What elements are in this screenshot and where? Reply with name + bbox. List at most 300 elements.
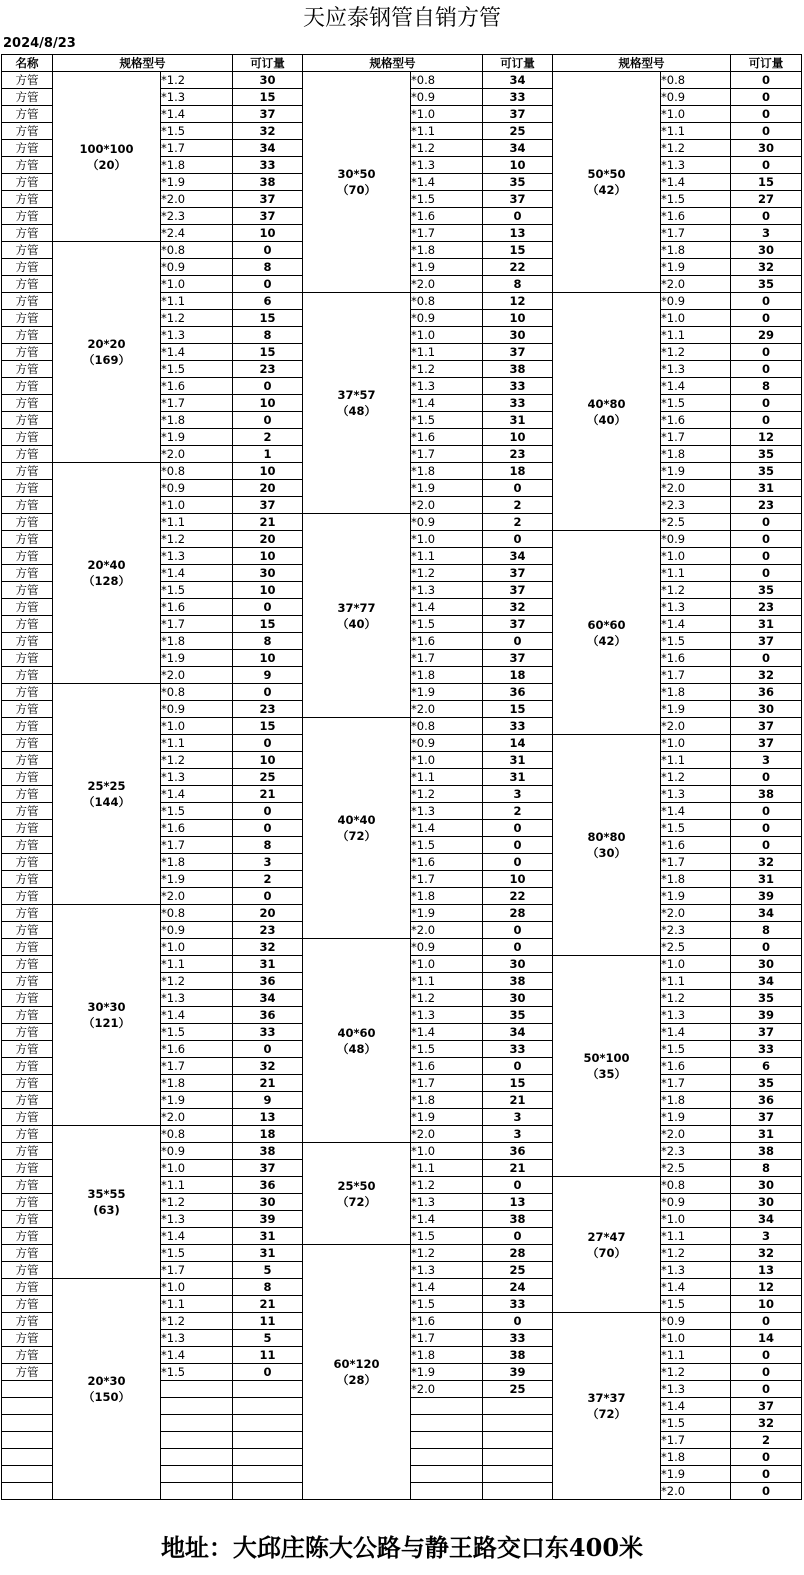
product-name-cell: 方管	[2, 1364, 53, 1381]
thickness-cell: *1.6	[161, 1041, 233, 1058]
table-row	[2, 72, 802, 89]
thickness-cell: *1.0	[161, 1160, 233, 1177]
quantity-cell	[483, 1483, 553, 1500]
thickness-cell: *1.2	[661, 344, 731, 361]
thickness-cell: *2.0	[161, 667, 233, 684]
thickness-cell: *0.9	[661, 293, 731, 310]
thickness-cell: *1.2	[661, 990, 731, 1007]
product-name-cell: 方管	[2, 786, 53, 803]
thickness-cell: *1.0	[161, 939, 233, 956]
quantity-cell: 33	[483, 718, 553, 735]
quantity-cell: 31	[731, 1126, 802, 1143]
product-name-cell: 方管	[2, 990, 53, 1007]
quantity-cell: 30	[731, 956, 802, 973]
quantity-cell: 37	[731, 735, 802, 752]
product-name-cell: 方管	[2, 123, 53, 140]
spec-count: （42）	[586, 633, 626, 648]
quantity-cell: 34	[483, 140, 553, 157]
thickness-cell: *2.3	[661, 497, 731, 514]
thickness-cell: *1.2	[161, 531, 233, 548]
quantity-cell: 33	[483, 89, 553, 106]
quantity-cell: 34	[483, 72, 553, 89]
quantity-cell: 35	[483, 174, 553, 191]
quantity-cell: 2	[233, 871, 303, 888]
thickness-cell: *1.4	[161, 565, 233, 582]
quantity-cell: 0	[731, 565, 802, 582]
product-name-cell: 方管	[2, 1211, 53, 1228]
thickness-cell: *1.2	[411, 140, 483, 157]
thickness-cell: *1.4	[411, 1211, 483, 1228]
thickness-cell: *1.4	[411, 599, 483, 616]
thickness-cell: *1.0	[411, 956, 483, 973]
spec-size: 40*40	[337, 813, 376, 827]
spec-count: （121）	[82, 1016, 130, 1030]
spec-size: 20*30	[87, 1374, 126, 1388]
thickness-cell: *1.9	[161, 871, 233, 888]
quantity-cell: 21	[233, 514, 303, 531]
spec-size: 40*80	[587, 396, 626, 411]
quantity-cell: 0	[483, 208, 553, 225]
quantity-cell: 39	[731, 1007, 802, 1024]
quantity-cell: 0	[731, 1483, 802, 1500]
inventory-table-body	[2, 55, 802, 1500]
thickness-cell: *1.0	[161, 718, 233, 735]
quantity-cell: 21	[233, 786, 303, 803]
quantity-cell: 0	[731, 1364, 802, 1381]
thickness-cell: *1.3	[411, 582, 483, 599]
product-name-cell: 方管	[2, 310, 53, 327]
thickness-cell: *0.9	[411, 310, 483, 327]
quantity-cell: 36	[731, 684, 802, 701]
spec-size: 20*40	[87, 558, 126, 572]
spec-size: 25*25	[87, 779, 126, 793]
header-qty: 可订量	[731, 55, 802, 72]
thickness-cell: *2.0	[411, 497, 483, 514]
spec-size: 80*80	[587, 830, 626, 844]
product-name-cell: 方管	[2, 497, 53, 514]
thickness-cell: *1.5	[411, 412, 483, 429]
thickness-cell: *0.9	[661, 1194, 731, 1211]
spec-count: （169）	[82, 353, 130, 367]
quantity-cell: 25	[483, 1381, 553, 1398]
quantity-cell: 23	[233, 701, 303, 718]
quantity-cell: 3	[483, 1126, 553, 1143]
spec-group-cell	[553, 735, 661, 956]
quantity-cell: 0	[483, 1058, 553, 1075]
quantity-cell: 13	[483, 225, 553, 242]
spec-count: （20）	[86, 157, 126, 172]
quantity-cell: 13	[233, 1109, 303, 1126]
thickness-cell: *1.4	[661, 616, 731, 633]
thickness-cell: *1.7	[411, 1075, 483, 1092]
quantity-cell: 37	[483, 616, 553, 633]
quantity-cell: 34	[731, 973, 802, 990]
product-name-cell: 方管	[2, 769, 53, 786]
thickness-cell: *1.2	[411, 1177, 483, 1194]
thickness-cell: *2.0	[161, 191, 233, 208]
product-name-cell: 方管	[2, 140, 53, 157]
thickness-cell: *1.7	[661, 1432, 731, 1449]
thickness-cell: *2.0	[161, 446, 233, 463]
quantity-cell: 31	[731, 616, 802, 633]
thickness-cell: *1.7	[161, 140, 233, 157]
quantity-cell: 15	[731, 174, 802, 191]
thickness-cell: *1.6	[661, 650, 731, 667]
thickness-cell: *1.4	[661, 174, 731, 191]
quantity-cell	[483, 1449, 553, 1466]
product-name-cell: 方管	[2, 1007, 53, 1024]
thickness-cell: *1.1	[411, 123, 483, 140]
thickness-cell: *1.5	[161, 1024, 233, 1041]
thickness-cell: *1.5	[661, 1415, 731, 1432]
product-name-cell: 方管	[2, 242, 53, 259]
product-name-cell: 方管	[2, 582, 53, 599]
product-name-cell: 方管	[2, 1313, 53, 1330]
thickness-cell: *1.9	[411, 259, 483, 276]
spec-count: （40）	[586, 412, 626, 427]
quantity-cell: 37	[233, 191, 303, 208]
quantity-cell: 23	[731, 599, 802, 616]
inventory-table	[1, 54, 802, 1500]
thickness-cell: *1.5	[411, 616, 483, 633]
thickness-cell: *1.0	[161, 276, 233, 293]
thickness-cell: *1.6	[161, 378, 233, 395]
thickness-cell: *2.0	[411, 1126, 483, 1143]
quantity-cell: 37	[483, 106, 553, 123]
quantity-cell: 0	[731, 123, 802, 140]
spec-group-cell	[553, 293, 661, 531]
quantity-cell: 34	[483, 548, 553, 565]
quantity-cell: 15	[483, 701, 553, 718]
thickness-cell: *1.9	[411, 1109, 483, 1126]
quantity-cell: 0	[731, 548, 802, 565]
spec-group-cell	[303, 514, 411, 718]
quantity-cell: 38	[731, 1143, 802, 1160]
quantity-cell: 38	[483, 973, 553, 990]
thickness-cell: *1.1	[161, 1296, 233, 1313]
quantity-cell: 37	[731, 1109, 802, 1126]
thickness-cell: *2.0	[661, 276, 731, 293]
thickness-cell	[161, 1449, 233, 1466]
thickness-cell: *2.3	[661, 922, 731, 939]
quantity-cell: 30	[483, 990, 553, 1007]
thickness-cell	[161, 1381, 233, 1398]
spec-group-cell	[553, 1177, 661, 1313]
quantity-cell: 37	[233, 106, 303, 123]
quantity-cell: 12	[731, 1279, 802, 1296]
quantity-cell: 30	[233, 1194, 303, 1211]
quantity-cell: 9	[233, 667, 303, 684]
spec-size: 40*60	[337, 1025, 376, 1040]
thickness-cell: *1.6	[411, 854, 483, 871]
thickness-cell: *1.9	[661, 888, 731, 905]
quantity-cell: 0	[233, 378, 303, 395]
thickness-cell: *1.8	[661, 1092, 731, 1109]
thickness-cell: *1.5	[411, 191, 483, 208]
product-name-cell: 方管	[2, 650, 53, 667]
thickness-cell: *1.1	[661, 752, 731, 769]
quantity-cell: 37	[233, 208, 303, 225]
thickness-cell: *1.6	[411, 1058, 483, 1075]
quantity-cell: 21	[483, 1160, 553, 1177]
quantity-cell: 0	[731, 395, 802, 412]
quantity-cell: 20	[233, 905, 303, 922]
quantity-cell: 18	[483, 667, 553, 684]
quantity-cell: 2	[483, 497, 553, 514]
product-name-cell	[2, 1432, 53, 1449]
date-label: 2024/8/23	[3, 36, 76, 51]
thickness-cell: *0.9	[411, 514, 483, 531]
thickness-cell: *1.2	[161, 1194, 233, 1211]
thickness-cell: *1.2	[411, 1245, 483, 1262]
thickness-cell: *1.8	[661, 1449, 731, 1466]
thickness-cell: *0.8	[661, 72, 731, 89]
thickness-cell: *1.5	[161, 361, 233, 378]
thickness-cell: *1.8	[161, 412, 233, 429]
thickness-cell: *1.8	[661, 871, 731, 888]
product-name-cell: 方管	[2, 888, 53, 905]
header-row	[2, 55, 802, 72]
quantity-cell: 30	[731, 1177, 802, 1194]
thickness-cell: *1.7	[411, 650, 483, 667]
quantity-cell: 38	[233, 1143, 303, 1160]
quantity-cell: 0	[233, 412, 303, 429]
quantity-cell: 25	[483, 123, 553, 140]
thickness-cell: *1.2	[661, 140, 731, 157]
thickness-cell: *1.2	[411, 565, 483, 582]
thickness-cell: *1.4	[161, 1007, 233, 1024]
thickness-cell: *1.4	[161, 106, 233, 123]
quantity-cell: 39	[233, 1211, 303, 1228]
quantity-cell: 35	[731, 276, 802, 293]
thickness-cell: *1.5	[661, 191, 731, 208]
thickness-cell: *1.8	[411, 667, 483, 684]
spec-group-cell	[53, 684, 161, 905]
spec-count: （72）	[336, 829, 376, 843]
quantity-cell: 0	[731, 208, 802, 225]
quantity-cell: 0	[731, 72, 802, 89]
thickness-cell	[161, 1432, 233, 1449]
thickness-cell: *2.0	[411, 276, 483, 293]
product-name-cell: 方管	[2, 939, 53, 956]
thickness-cell: *1.9	[661, 1109, 731, 1126]
product-name-cell: 方管	[2, 1296, 53, 1313]
product-name-cell	[2, 1398, 53, 1415]
thickness-cell: *1.4	[661, 1024, 731, 1041]
thickness-cell: *1.3	[661, 1007, 731, 1024]
quantity-cell: 24	[483, 1279, 553, 1296]
quantity-cell: 0	[731, 939, 802, 956]
quantity-cell: 31	[731, 480, 802, 497]
product-name-cell	[2, 1483, 53, 1500]
thickness-cell: *1.3	[411, 1194, 483, 1211]
quantity-cell: 8	[483, 276, 553, 293]
thickness-cell: *1.8	[411, 1347, 483, 1364]
thickness-cell: *2.0	[411, 701, 483, 718]
quantity-cell: 2	[233, 429, 303, 446]
thickness-cell: *1.8	[161, 854, 233, 871]
thickness-cell: *1.4	[161, 786, 233, 803]
quantity-cell: 33	[233, 1024, 303, 1041]
thickness-cell: *1.1	[161, 956, 233, 973]
quantity-cell: 3	[483, 786, 553, 803]
quantity-cell: 0	[731, 344, 802, 361]
thickness-cell: *0.8	[161, 242, 233, 259]
spec-size: 25*50	[337, 1178, 376, 1193]
quantity-cell: 12	[731, 429, 802, 446]
thickness-cell	[411, 1483, 483, 1500]
quantity-cell: 8	[731, 1160, 802, 1177]
product-name-cell: 方管	[2, 633, 53, 650]
thickness-cell: *1.3	[661, 599, 731, 616]
thickness-cell: *1.2	[161, 1313, 233, 1330]
quantity-cell: 23	[233, 922, 303, 939]
thickness-cell: *1.1	[411, 1160, 483, 1177]
thickness-cell: *1.8	[661, 684, 731, 701]
quantity-cell: 10	[483, 429, 553, 446]
quantity-cell: 33	[731, 1041, 802, 1058]
quantity-cell: 3	[233, 854, 303, 871]
thickness-cell: *1.6	[161, 820, 233, 837]
thickness-cell: *2.0	[161, 888, 233, 905]
thickness-cell: *1.0	[411, 1143, 483, 1160]
quantity-cell: 14	[483, 735, 553, 752]
quantity-cell: 8	[233, 259, 303, 276]
quantity-cell: 0	[731, 1381, 802, 1398]
quantity-cell: 10	[731, 1296, 802, 1313]
quantity-cell: 13	[483, 1194, 553, 1211]
thickness-cell: *2.3	[161, 208, 233, 225]
spec-group-cell	[53, 905, 161, 1126]
quantity-cell: 36	[233, 1007, 303, 1024]
thickness-cell: *1.3	[661, 361, 731, 378]
header-name: 名称	[2, 55, 53, 72]
thickness-cell: *1.2	[661, 1364, 731, 1381]
thickness-cell: *0.9	[161, 701, 233, 718]
quantity-cell: 36	[233, 973, 303, 990]
spec-count: （70）	[336, 183, 376, 197]
thickness-cell: *1.6	[411, 208, 483, 225]
spec-size: 50*50	[587, 167, 626, 181]
spec-size: 20*20	[87, 337, 126, 351]
thickness-cell: *1.6	[411, 633, 483, 650]
product-name-cell: 方管	[2, 701, 53, 718]
thickness-cell: *1.4	[411, 174, 483, 191]
thickness-cell: *1.8	[661, 446, 731, 463]
quantity-cell	[233, 1398, 303, 1415]
thickness-cell: *1.5	[661, 395, 731, 412]
thickness-cell: *1.5	[661, 633, 731, 650]
spec-count: (63)	[93, 1203, 120, 1217]
product-name-cell: 方管	[2, 1041, 53, 1058]
thickness-cell: *1.7	[411, 446, 483, 463]
quantity-cell: 37	[233, 1160, 303, 1177]
product-name-cell: 方管	[2, 1279, 53, 1296]
quantity-cell: 30	[483, 956, 553, 973]
product-name-cell: 方管	[2, 463, 53, 480]
thickness-cell: *1.3	[161, 327, 233, 344]
quantity-cell: 30	[731, 701, 802, 718]
thickness-cell: *1.7	[661, 667, 731, 684]
product-name-cell: 方管	[2, 973, 53, 990]
quantity-cell: 21	[233, 1296, 303, 1313]
thickness-cell: *1.0	[661, 310, 731, 327]
product-name-cell: 方管	[2, 378, 53, 395]
thickness-cell: *1.4	[161, 1228, 233, 1245]
spec-group-cell	[53, 463, 161, 684]
quantity-cell: 37	[483, 582, 553, 599]
thickness-cell: *1.4	[661, 1279, 731, 1296]
spec-count: （128）	[82, 574, 130, 588]
quantity-cell: 15	[233, 344, 303, 361]
quantity-cell: 21	[233, 1075, 303, 1092]
thickness-cell	[161, 1466, 233, 1483]
thickness-cell: *1.1	[161, 1177, 233, 1194]
product-name-cell: 方管	[2, 1126, 53, 1143]
quantity-cell: 0	[731, 89, 802, 106]
thickness-cell: *1.6	[161, 599, 233, 616]
quantity-cell: 27	[731, 191, 802, 208]
product-name-cell: 方管	[2, 259, 53, 276]
thickness-cell: *0.9	[161, 922, 233, 939]
thickness-cell: *1.8	[161, 157, 233, 174]
quantity-cell: 32	[731, 667, 802, 684]
quantity-cell	[233, 1432, 303, 1449]
thickness-cell: *1.8	[661, 242, 731, 259]
quantity-cell: 37	[731, 718, 802, 735]
product-name-cell: 方管	[2, 565, 53, 582]
quantity-cell: 14	[731, 1330, 802, 1347]
quantity-cell: 8	[233, 1279, 303, 1296]
thickness-cell: *1.8	[411, 888, 483, 905]
address-footer: 地址：大邱庄陈大公路与静王路交口东400米	[160, 1533, 644, 1562]
quantity-cell: 8	[731, 378, 802, 395]
quantity-cell: 0	[731, 837, 802, 854]
product-name-cell: 方管	[2, 89, 53, 106]
quantity-cell: 0	[483, 1177, 553, 1194]
quantity-cell: 18	[233, 1126, 303, 1143]
thickness-cell: *1.3	[411, 1007, 483, 1024]
spec-group-cell	[303, 293, 411, 514]
quantity-cell: 35	[731, 463, 802, 480]
quantity-cell: 30	[233, 72, 303, 89]
product-name-cell: 方管	[2, 1262, 53, 1279]
thickness-cell: *1.7	[161, 616, 233, 633]
quantity-cell: 10	[233, 225, 303, 242]
quantity-cell: 0	[731, 514, 802, 531]
quantity-cell: 0	[731, 106, 802, 123]
quantity-cell: 10	[233, 548, 303, 565]
product-name-cell: 方管	[2, 1347, 53, 1364]
quantity-cell: 32	[233, 123, 303, 140]
product-name-cell: 方管	[2, 803, 53, 820]
quantity-cell: 31	[483, 412, 553, 429]
thickness-cell: *1.2	[661, 582, 731, 599]
thickness-cell: *1.4	[411, 1279, 483, 1296]
quantity-cell: 6	[233, 293, 303, 310]
spec-group-cell	[303, 72, 411, 293]
thickness-cell: *1.9	[411, 905, 483, 922]
quantity-cell: 23	[731, 497, 802, 514]
quantity-cell: 10	[233, 752, 303, 769]
thickness-cell: *1.9	[161, 429, 233, 446]
spec-count: （144）	[82, 795, 130, 809]
quantity-cell: 0	[731, 293, 802, 310]
thickness-cell: *2.5	[661, 1160, 731, 1177]
product-name-cell: 方管	[2, 1245, 53, 1262]
thickness-cell: *1.4	[411, 395, 483, 412]
quantity-cell: 12	[483, 293, 553, 310]
